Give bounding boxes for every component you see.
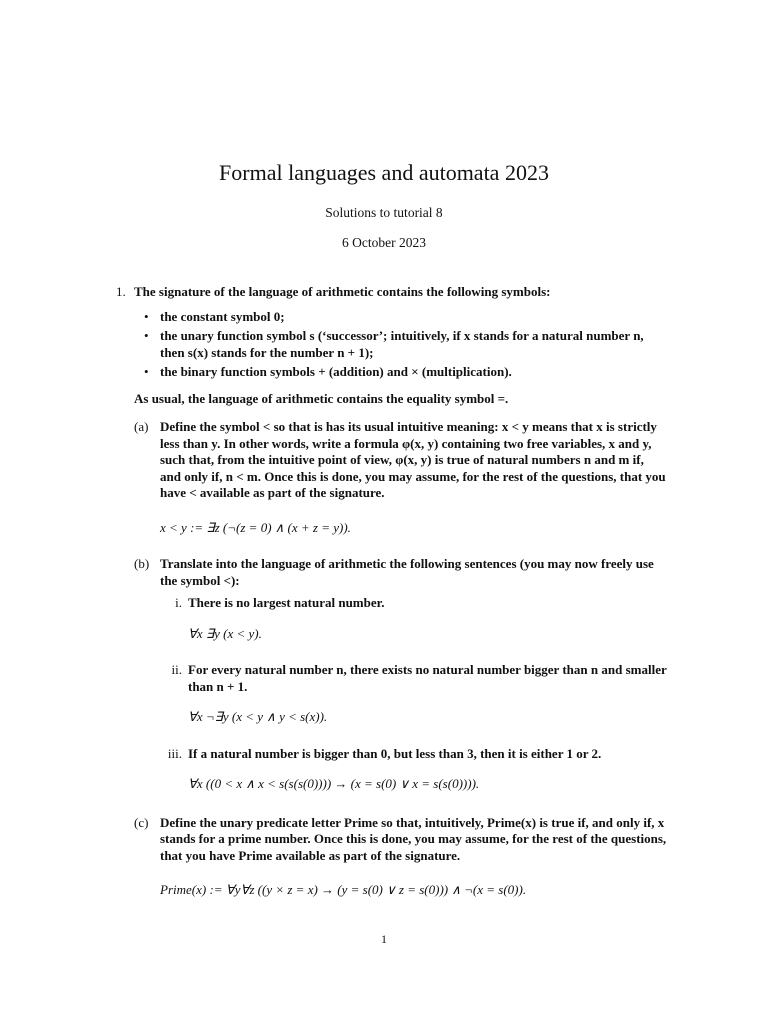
page-number: 1 <box>381 932 387 946</box>
solution-formula: ∀x ¬∃y (x < y ∧ y < s(x)). <box>188 709 328 724</box>
question-number: 1. <box>116 284 126 299</box>
bullet-icon: • <box>144 328 149 343</box>
solution-formula: x < y := ∃z (¬(z = 0) ∧ (x + z = y)). <box>160 519 351 535</box>
subpart-label: i. <box>175 595 182 610</box>
subpart-iii <box>160 746 668 793</box>
part-label: (c) <box>134 814 149 830</box>
part-b <box>134 556 668 793</box>
question-1 <box>116 284 668 899</box>
part-label: (a) <box>134 419 149 434</box>
solution-formula: ∀x ((0 < x ∧ x < s(s(s(0)))) → (x = s(0) ∨ x = s(s(0)))). <box>188 776 480 791</box>
part-a <box>134 419 668 536</box>
subpart-label: ii. <box>171 662 182 677</box>
bullet-icon: • <box>144 308 149 324</box>
subpart-i <box>160 595 668 642</box>
part-text: Translate into the language of arithmetic the following sentences (you may now freely use the symbol <): <box>160 556 654 588</box>
solution-formula: Prime(x) := ∀y∀z ((y × z = x) → (y = s(0) ∨ z = s(0))) ∧ ¬(x = s(0)). <box>160 882 527 897</box>
list-item: • the unary function symbol s (‘successor’; intuitively, if x stands for a natural number n, then s(x) stands for the number n + 1); <box>144 328 644 360</box>
symbol-list <box>134 309 668 381</box>
list-item: • the binary function symbols + (addition) and × (multiplication). <box>144 364 512 379</box>
subpart-label: iii. <box>167 745 182 761</box>
solution-formula: ∀x ∃y (x < y). <box>188 625 262 641</box>
part-c <box>134 815 668 899</box>
document-date: 6 October 2023 <box>342 235 426 250</box>
question-intro: The signature of the language of arithmetic contains the following symbols: <box>134 284 551 299</box>
list-item: • the constant symbol 0; <box>144 308 285 324</box>
part-label: (b) <box>134 556 150 571</box>
bullet-icon: • <box>144 364 149 379</box>
subpart-text: There is no largest natural number. <box>188 595 385 610</box>
document-title: Formal languages and automata 2023 <box>219 160 549 185</box>
equality-note: As usual, the language of arithmetic contains the equality symbol =. <box>134 390 509 406</box>
part-text: Define the symbol < so that is has its usual intuitive meaning: x < y means that x is strictly less than y. In other words, write a formula φ(x, y) containing two free variables, x and y, such that, from the intuitive point of view, φ(x, y) is true of natural numbers n and m if, and only if, n < m. Once this is done, you may assume, for the rest of the questions, that you have < available as part of the signature. <box>160 419 666 500</box>
subpart-text: If a natural number is bigger than 0, but less than 3, then it is either 1 or 2. <box>188 745 602 761</box>
document-subtitle: Solutions to tutorial 8 <box>325 205 443 220</box>
part-text: Define the unary predicate letter Prime so that, intuitively, Prime(x) is true if, and only if, x stands for a prime number. Once this is done, you may assume, for the rest of the questions, that you have Prime available as part of the signature. <box>160 814 667 863</box>
subpart-ii <box>160 662 668 726</box>
subpart-text: For every natural number n, there exists no natural number bigger than n and smaller than n + 1. <box>188 662 667 694</box>
